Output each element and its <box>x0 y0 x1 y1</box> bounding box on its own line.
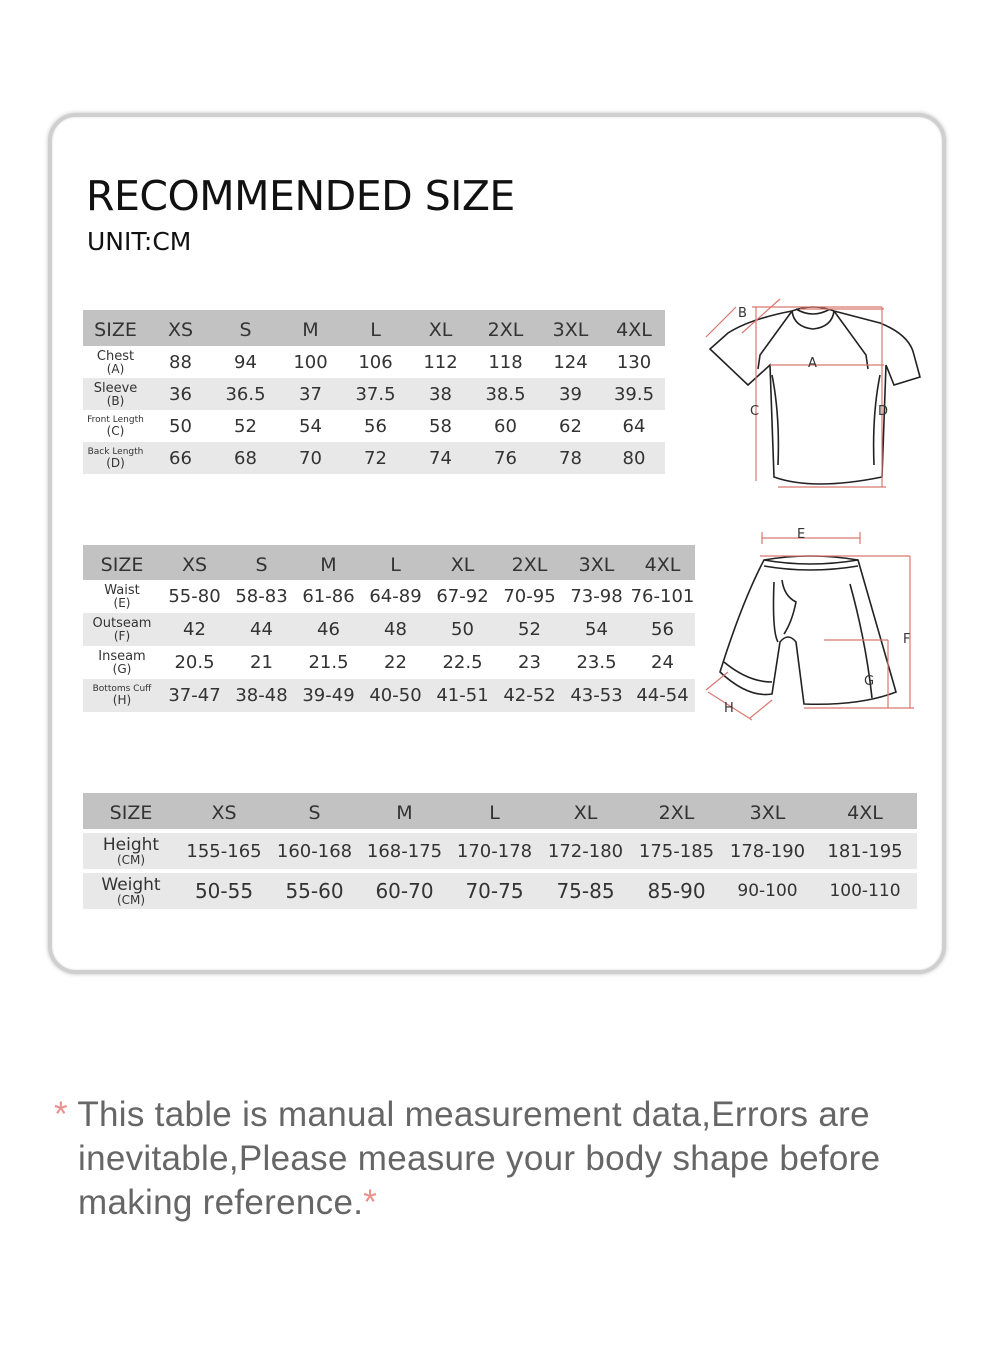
table-cell: 85-90 <box>647 879 706 903</box>
table-cell: 43-53 <box>570 685 623 706</box>
size-3xl-header: 3XL <box>578 553 615 576</box>
table-cell: 38 <box>429 383 452 405</box>
table-row-front-length <box>83 410 665 442</box>
table-cell: 48 <box>384 619 407 640</box>
table-cell: 52 <box>518 619 541 640</box>
label-h: H <box>724 701 734 716</box>
size-xl-header: XL <box>573 801 598 824</box>
table-cell: 56 <box>651 619 674 640</box>
table-cell: 106 <box>358 351 393 373</box>
size-m-header: M <box>396 801 413 824</box>
size-xl-header: XL <box>450 553 475 576</box>
table-cell: 67-92 <box>436 586 489 607</box>
size-2xl-header: 2XL <box>511 553 548 576</box>
row-label: Back Length (D) <box>87 446 144 470</box>
table-cell: 50 <box>169 415 192 437</box>
table-cell: 21 <box>250 652 273 673</box>
table-cell: 75-85 <box>556 879 615 903</box>
jersey-size-table <box>83 310 665 474</box>
row-label: Front Length (C) <box>87 414 144 438</box>
row-label: Sleeve (B) <box>93 380 138 408</box>
asterisk-icon: * <box>54 1095 68 1134</box>
row-label: Chest (A) <box>96 348 135 376</box>
table-cell: 46 <box>317 619 340 640</box>
table-cell: 68 <box>234 447 257 469</box>
shorts-size-table <box>83 545 695 712</box>
size-xs-header: XS <box>211 801 237 824</box>
table-cell: 168-175 <box>366 840 443 862</box>
size-2xl-header: 2XL <box>487 319 524 341</box>
jersey-diagram <box>700 295 925 495</box>
row-label: Weight (CM) <box>101 874 161 907</box>
table-cell: 37-47 <box>168 685 221 706</box>
table-cell: 50 <box>451 619 474 640</box>
table-header-row <box>83 793 917 829</box>
size-2xl-header: 2XL <box>658 801 695 824</box>
table-cell: 160-168 <box>276 840 353 862</box>
size-s-header: S <box>255 553 268 576</box>
size-s-header: S <box>239 319 252 341</box>
table-cell: 58-83 <box>235 586 288 607</box>
table-cell: 39-49 <box>302 685 355 706</box>
table-cell: 112 <box>423 351 458 373</box>
table-cell: 39 <box>559 383 582 405</box>
table-cell: 20.5 <box>174 652 215 673</box>
table-row-sleeve <box>83 378 665 410</box>
table-cell: 181-195 <box>827 840 903 862</box>
table-cell: 70-75 <box>465 879 524 903</box>
row-label: Outseam (F) <box>92 616 152 643</box>
table-row-back-length <box>83 442 665 474</box>
table-cell: 40-50 <box>369 685 422 706</box>
table-cell: 90-100 <box>737 881 798 901</box>
table-cell: 100 <box>293 351 328 373</box>
table-cell: 38-48 <box>235 685 288 706</box>
jersey-outline <box>710 307 920 484</box>
table-cell: 21.5 <box>308 652 349 673</box>
table-cell: 70 <box>299 447 322 469</box>
size-header: SIZE <box>100 553 144 576</box>
table-cell: 130 <box>616 351 652 373</box>
size-header: SIZE <box>94 319 137 341</box>
shorts-diagram <box>700 522 925 727</box>
table-cell: 64-89 <box>369 586 422 607</box>
label-d: D <box>878 404 889 419</box>
table-cell: 55-80 <box>168 586 221 607</box>
table-cell: 42 <box>183 619 206 640</box>
table-cell: 50-55 <box>194 879 254 903</box>
table-cell: 55-60 <box>285 879 344 903</box>
size-m-header: M <box>320 553 337 576</box>
table-cell: 58 <box>429 415 452 437</box>
table-cell: 64 <box>622 415 646 437</box>
table-cell: 175-185 <box>638 840 715 862</box>
table-cell: 172-180 <box>547 840 624 862</box>
table-cell: 124 <box>553 351 588 373</box>
row-label: Bottoms Cuff (H) <box>92 684 152 707</box>
row-label: Inseam (G) <box>98 649 146 676</box>
table-row-weight <box>83 873 917 909</box>
table-cell: 23.5 <box>576 652 617 673</box>
table-cell: 54 <box>299 415 322 437</box>
table-header-row <box>83 545 695 580</box>
row-label: Height (CM) <box>102 834 160 867</box>
body-size-table <box>83 793 917 909</box>
table-cell: 52 <box>234 415 257 437</box>
size-4xl-header: 4XL <box>644 553 681 576</box>
table-row-chest <box>83 346 665 378</box>
shorts-measure-lines <box>706 532 914 720</box>
size-3xl-header: 3XL <box>552 319 589 341</box>
table-cell: 54 <box>585 619 608 640</box>
table-cell: 37.5 <box>355 383 396 405</box>
jersey-measure-lines <box>706 299 889 487</box>
table-row-height <box>83 833 917 869</box>
disclaimer-line-1: This table is manual measurement data,Errors are <box>77 1095 870 1134</box>
label-a: A <box>808 356 817 371</box>
table-cell: 80 <box>622 447 646 469</box>
table-cell: 100-110 <box>829 881 901 901</box>
size-xl-header: XL <box>428 319 453 341</box>
unit-label: UNIT:CM <box>87 227 192 256</box>
table-row-waist <box>83 580 695 613</box>
page-title: RECOMMENDED SIZE <box>86 172 515 220</box>
measurement-disclaimer <box>54 1093 954 1225</box>
jersey-illustration-icon <box>700 295 925 495</box>
table-cell: 62 <box>559 415 582 437</box>
table-cell: 56 <box>364 415 387 437</box>
shorts-illustration-icon <box>700 522 925 727</box>
table-cell: 76-101 <box>630 586 695 607</box>
table-cell: 60-70 <box>375 879 434 903</box>
table-cell: 22 <box>384 652 407 673</box>
table-cell: 39.5 <box>613 383 655 405</box>
label-f: F <box>903 632 911 647</box>
asterisk-icon: * <box>363 1183 378 1222</box>
table-cell: 155-165 <box>186 840 262 862</box>
disclaimer-line-3: making reference. <box>78 1183 364 1222</box>
table-cell: 42-52 <box>503 685 556 706</box>
size-4xl-header: 4XL <box>616 319 652 341</box>
label-e: E <box>797 527 806 542</box>
table-cell: 44-54 <box>636 685 689 706</box>
table-cell: 36 <box>169 383 192 405</box>
table-cell: 118 <box>488 351 523 373</box>
size-4xl-header: 4XL <box>847 801 883 824</box>
size-header: SIZE <box>109 801 153 824</box>
size-xs-header: XS <box>181 553 208 576</box>
size-3xl-header: 3XL <box>749 801 786 824</box>
size-s-header: S <box>308 801 321 824</box>
table-cell: 24 <box>651 652 674 673</box>
disclaimer-line-2: inevitable,Please measure your body shape before <box>78 1139 881 1178</box>
size-m-header: M <box>302 319 319 341</box>
table-cell: 36.5 <box>225 383 266 405</box>
label-b: B <box>738 306 747 321</box>
size-l-header: L <box>489 801 500 824</box>
table-cell: 88 <box>169 351 192 373</box>
size-l-header: L <box>370 319 381 341</box>
table-cell: 60 <box>494 415 517 437</box>
table-row-inseam <box>83 646 695 679</box>
row-label: Waist (E) <box>104 583 140 610</box>
label-g: G <box>864 674 875 689</box>
table-cell: 37 <box>299 383 322 405</box>
table-cell: 178-190 <box>729 840 806 862</box>
table-cell: 23 <box>518 652 541 673</box>
table-cell: 78 <box>559 447 582 469</box>
table-cell: 74 <box>429 447 452 469</box>
table-cell: 94 <box>234 351 257 373</box>
table-cell: 76 <box>494 447 517 469</box>
table-cell: 170-178 <box>456 840 533 862</box>
label-c: C <box>750 404 760 419</box>
table-cell: 73-98 <box>570 586 623 607</box>
table-cell: 44 <box>250 619 273 640</box>
table-cell: 66 <box>169 447 192 469</box>
table-cell: 41-51 <box>436 685 489 706</box>
table-cell: 38.5 <box>485 383 526 405</box>
table-cell: 61-86 <box>302 586 355 607</box>
table-header-row <box>83 310 665 346</box>
table-cell: 22.5 <box>442 652 483 673</box>
table-cell: 72 <box>364 447 387 469</box>
table-row-bottoms-cuff <box>83 679 695 712</box>
table-cell: 70-95 <box>503 586 556 607</box>
size-xs-header: XS <box>167 319 194 341</box>
size-l-header: L <box>390 553 401 576</box>
table-row-outseam <box>83 613 695 646</box>
